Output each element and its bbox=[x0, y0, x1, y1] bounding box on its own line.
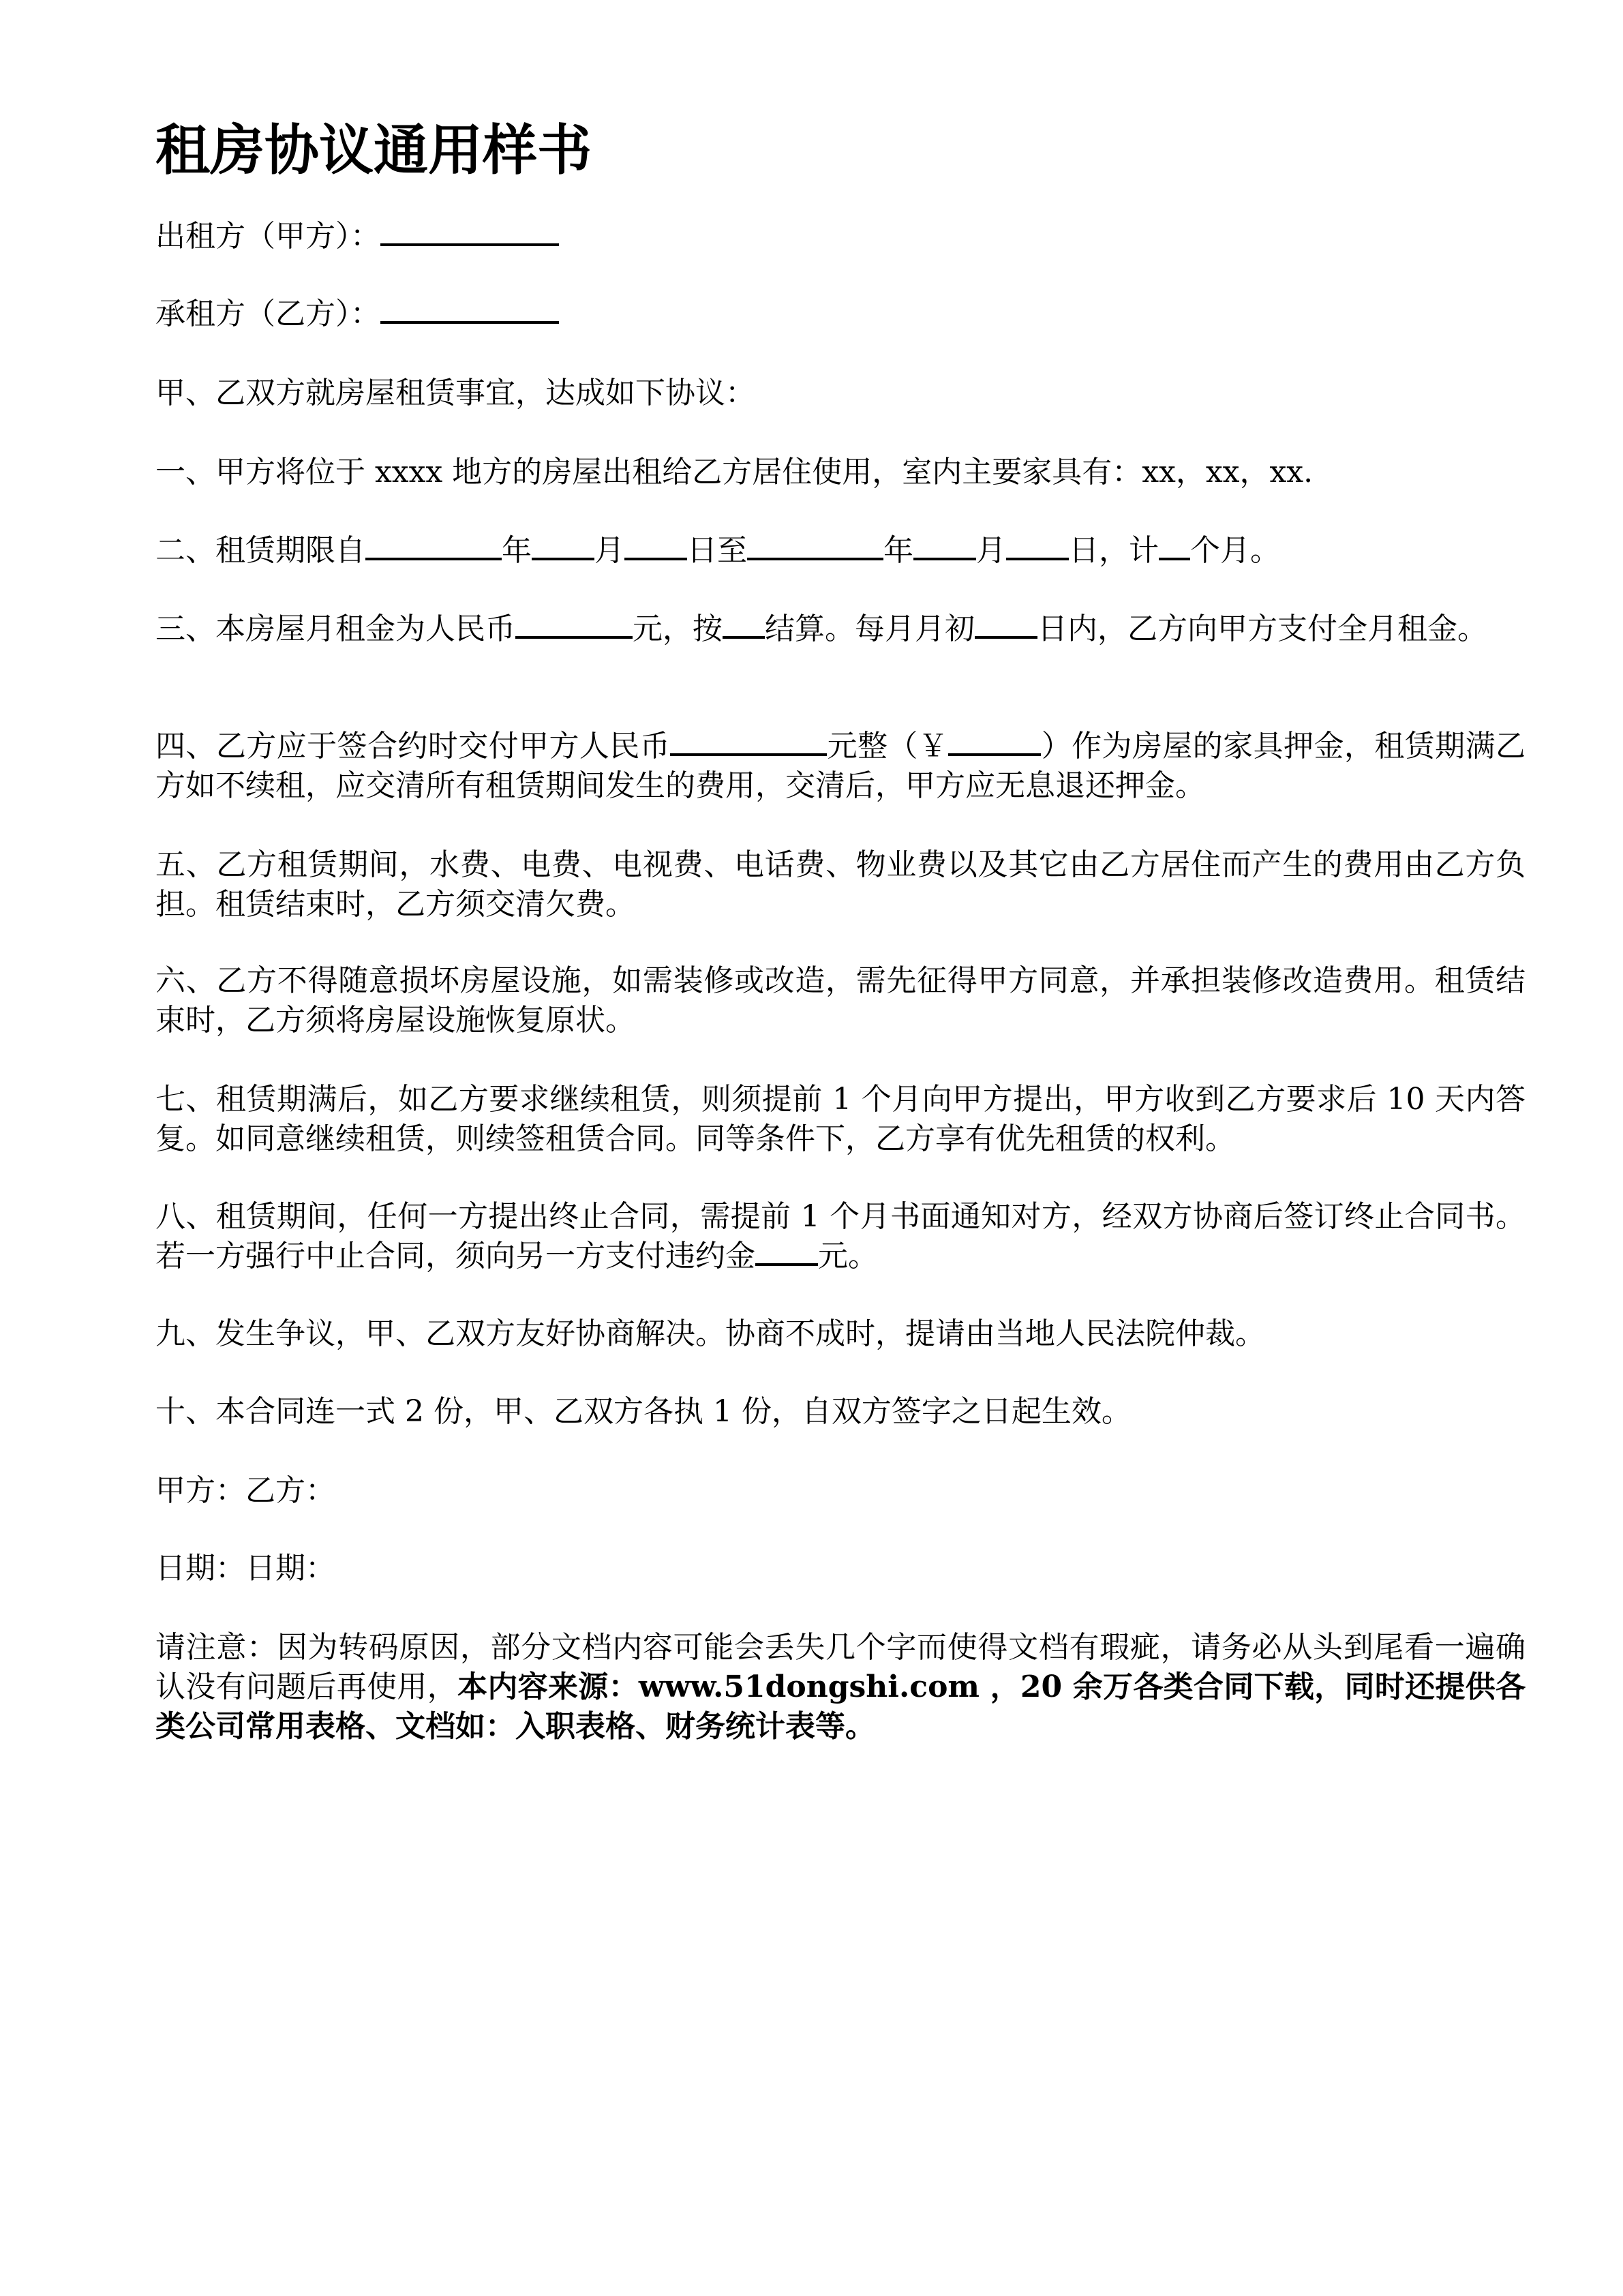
start-month-blank bbox=[532, 534, 594, 560]
clause-8-text: 元。 bbox=[818, 1239, 878, 1273]
clause-2-text: 日至 bbox=[687, 533, 747, 568]
clause-2 bbox=[155, 531, 1526, 571]
clause-3-text: 日内，乙方向甲方支付全月租金。 bbox=[1037, 611, 1487, 646]
lessor-label: 出租方（甲方）： bbox=[155, 219, 380, 254]
clause-1: 一、甲方将位于 xxxx 地方的房屋出租给乙方居住使用，室内主要家具有：xx，xx，xx. bbox=[155, 455, 1314, 489]
clause-2-text: 月 bbox=[594, 533, 624, 568]
lessee-line bbox=[155, 294, 1526, 334]
clause-2-text: 日，计 bbox=[1069, 533, 1159, 568]
pay-day-blank bbox=[975, 613, 1037, 639]
penalty-blank bbox=[755, 1240, 818, 1266]
end-day-blank bbox=[1006, 534, 1069, 560]
notice-text: 请注意：因为转码原因，部分文档内容可能会丢失几个字而使得文档有瑕疵，请务必从头到尾看一遍确认没有问题后再使用， bbox=[155, 1630, 1526, 1704]
lessee-label: 承租方（乙方）： bbox=[155, 297, 380, 331]
clause-2-text: 二、租赁期限自 bbox=[155, 533, 365, 568]
months-blank bbox=[1159, 534, 1190, 560]
clause-2-text: 月 bbox=[976, 533, 1006, 568]
clause-2-text: 年 bbox=[502, 533, 532, 568]
clause-10: 十、本合同连一式 2 份，甲、乙双方各执 1 份，自双方签字之日起生效。 bbox=[155, 1394, 1132, 1429]
clause-9: 九、发生争议，甲、乙双方友好协商解决。协商不成时，提请由当地人民法院仲裁。 bbox=[155, 1316, 1265, 1351]
clause-8 bbox=[155, 1197, 1526, 1276]
end-year-blank bbox=[747, 534, 883, 560]
deposit-figure-blank bbox=[948, 730, 1041, 756]
intro-paragraph: 甲、乙双方就房屋租赁事宜，达成如下协议： bbox=[155, 376, 755, 410]
clause-8-text: 八、租赁期间，任何一方提出终止合同，需提前 1 个月书面通知对方，经双方协商后签订终止合同书。若一方强行中止合同，须向另一方支付违约金 bbox=[155, 1199, 1526, 1273]
clause-5: 五、乙方租赁期间，水费、电费、电视费、电话费、物业费以及其它由乙方居住而产生的费用由乙方负担。租赁结束时，乙方须交清欠费。 bbox=[155, 847, 1526, 922]
clause-7: 七、租赁期满后，如乙方要求继续租赁，则须提前 1 个月向甲方提出，甲方收到乙方要求后 10 天内答复。如同意继续租赁，则续签租赁合同。同等条件下，乙方享有优先租赁的权利。 bbox=[155, 1082, 1526, 1156]
clause-6: 六、乙方不得随意损坏房屋设施，如需装修或改造，需先征得甲方同意，并承担装修改造费用。租赁结束时，乙方须将房屋设施恢复原状。 bbox=[155, 963, 1526, 1038]
clause-3-text: 元，按 bbox=[633, 611, 723, 646]
clause-3 bbox=[155, 609, 1526, 649]
deposit-amount-blank bbox=[670, 730, 827, 756]
lessor-blank bbox=[380, 220, 559, 246]
clause-4-text: 元整（￥ bbox=[827, 729, 949, 764]
notice-paragraph bbox=[155, 1628, 1526, 1747]
clause-4-text: 四、乙方应于签合约时交付甲方人民币 bbox=[155, 729, 671, 764]
clause-2-text: 个月。 bbox=[1190, 533, 1280, 568]
date-line: 日期：日期： bbox=[155, 1551, 335, 1586]
lessee-blank bbox=[380, 298, 559, 324]
clause-4-text: ）作为房屋的家具押金，租赁期满乙方如不续租，应交清所有租赁期间发生的费用，交清后，甲方应无息退还押金。 bbox=[155, 729, 1526, 803]
notice-source-text: 本内容来源：www.51dongshi.com ，20 余万各类合同下载，同时还提供各类公司常用表格、文档如：入职表格、财务统计表等。 bbox=[155, 1670, 1526, 1744]
settlement-blank bbox=[723, 613, 765, 639]
end-month-blank bbox=[913, 534, 976, 560]
clause-3-text: 结算。每月月初 bbox=[765, 611, 975, 646]
start-year-blank bbox=[365, 534, 502, 560]
signature-line: 甲方：乙方： bbox=[155, 1473, 335, 1508]
rent-amount-blank bbox=[515, 613, 633, 639]
clause-4 bbox=[155, 727, 1526, 806]
start-day-blank bbox=[624, 534, 687, 560]
lessor-line bbox=[155, 217, 1526, 256]
clause-2-text: 年 bbox=[883, 533, 913, 568]
document-title: 租房协议通用样书 bbox=[155, 118, 592, 182]
clause-3-text: 三、本房屋月租金为人民币 bbox=[155, 611, 515, 646]
